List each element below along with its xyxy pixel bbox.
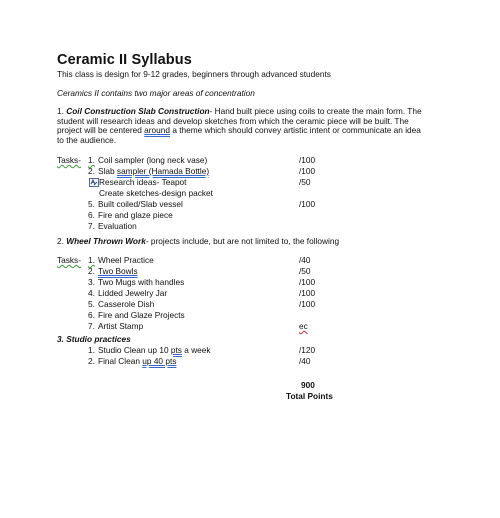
studio-item-1-points: /120 <box>299 345 316 355</box>
doc-subtitle: This class is design for 9-12 grades, beginners through advanced students <box>57 69 331 79</box>
doc-title: Ceramic II Syllabus <box>57 52 192 68</box>
task2-item-4-text: Lidded Jewelry Jar <box>98 288 168 298</box>
task2-item-2-num: 2. <box>88 266 95 276</box>
task2-item-3-text: Two Mugs with handles <box>98 277 185 287</box>
task1-item-3-points: /50 <box>299 177 311 187</box>
section-1 <box>57 107 427 145</box>
task1-item-1-text: Coil sampler (long neck vase) <box>98 155 208 165</box>
task1-item-3-text: Research ideas- Teapot <box>99 177 187 187</box>
section-1-number: 1. <box>57 106 64 116</box>
section-1-heading: Coil Construction Slab Construction <box>66 106 210 116</box>
task2-item-4-num: 4. <box>88 288 95 298</box>
total-label: Total Points <box>286 391 333 401</box>
task1-item-2-points: /100 <box>299 166 316 176</box>
task2-item-5-text: Casserole Dish <box>98 299 155 309</box>
task2-item-7-text: Artist Stamp <box>98 321 144 331</box>
total-value: 900 <box>301 380 315 390</box>
task1-item-6-num: 6. <box>88 210 95 220</box>
task1-item-2-text: Slab sampler (Hamada Bottle) <box>98 166 210 176</box>
studio-item-1-num: 1. <box>88 345 95 355</box>
task1-item-4-text: Create sketches-design packet <box>99 188 213 198</box>
section-3-heading: 3. Studio practices <box>57 334 131 344</box>
section-2-number: 2. <box>57 236 64 246</box>
task2-item-1-text: Wheel Practice <box>98 255 154 265</box>
section-2 <box>57 236 339 246</box>
section-1-body-b: a theme which should convey artistic intent or communicate an idea to the audience. <box>57 125 421 145</box>
task1-item-1-points: /100 <box>299 155 316 165</box>
studio-item-2-points: /40 <box>299 356 311 366</box>
task2-item-4-points: /100 <box>299 288 316 298</box>
section-2-body: - projects include, but are not limited to, the following <box>145 236 340 246</box>
task1-item-1-num: 1. <box>88 155 95 165</box>
task2-item-2-text: Two Bowls <box>98 266 138 276</box>
tasks-1-label: Tasks- <box>57 155 81 165</box>
task2-item-5-num: 5. <box>88 299 95 309</box>
task2-item-7-points: ec <box>299 321 308 331</box>
task1-item-6-text: Fire and glaze piece <box>98 210 173 220</box>
task1-item-7-num: 7. <box>88 221 95 231</box>
section-1-around-word[interactable]: around <box>144 125 171 136</box>
task2-item-7-num: 7. <box>88 321 95 331</box>
studio-item-2-text: Final Clean up 40 pts <box>98 356 177 366</box>
task2-item-2-points: /50 <box>299 266 311 276</box>
task2-item-5-points: /100 <box>299 299 316 309</box>
task1-item-2-num: 2. <box>88 166 95 176</box>
task2-item-3-points: /100 <box>299 277 316 287</box>
doc-intro: Ceramics II contains two major areas of concentration <box>57 88 255 98</box>
task1-item-5-text: Built coiled/Slab vessel <box>98 199 183 209</box>
task2-item-6-text: Fire and Glaze Projects <box>98 310 185 320</box>
task2-item-6-num: 6. <box>88 310 95 320</box>
task1-item-7-text: Evaluation <box>98 221 137 231</box>
studio-item-2-num: 2. <box>88 356 95 366</box>
task2-item-1-points: /40 <box>299 255 311 265</box>
autocorrect-icon[interactable] <box>89 178 99 187</box>
task2-item-1-num: 1. <box>88 255 95 265</box>
task1-item-5-num: 5. <box>88 199 95 209</box>
task1-item-5-points: /100 <box>299 199 316 209</box>
studio-item-1-text: Studio Clean up 10 pts a week <box>98 345 211 355</box>
section-1-body-a: - Hand built piece using coils to create the main form. The student will research ideas and develop sketches from which the ceramic piece will be built. The project will be centered <box>57 106 422 136</box>
section-2-heading: Wheel Thrown Work <box>66 236 146 246</box>
tasks-2-label: Tasks- <box>57 255 81 265</box>
task2-item-3-num: 3. <box>88 277 95 287</box>
